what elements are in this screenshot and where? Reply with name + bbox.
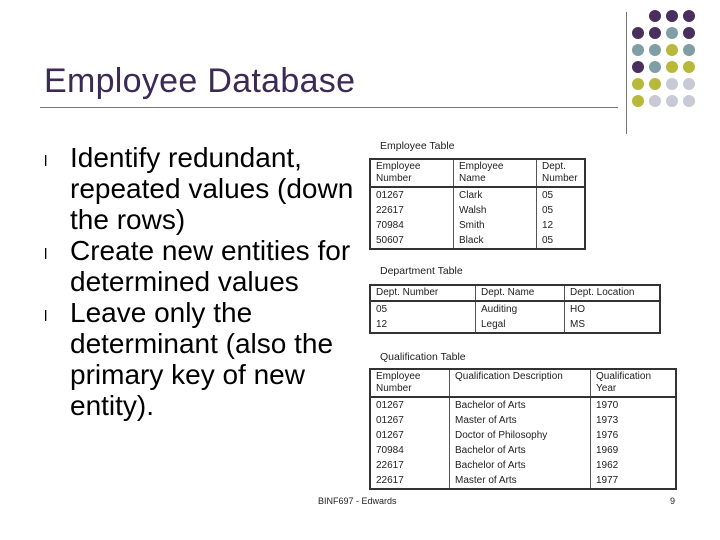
- department-table: [369, 284, 661, 334]
- bullet-text: Leave only the determinant (also the primary key of new entity).: [70, 297, 334, 421]
- employee-table: [369, 158, 586, 250]
- table-cell: 01267: [370, 428, 450, 443]
- column-header: Employee Number: [370, 369, 450, 397]
- bullet-text: Identify redundant, repeated values (down the rows): [70, 142, 354, 235]
- table-cell: Smith: [454, 218, 537, 233]
- table-cell: 05: [537, 187, 586, 203]
- table-row: [370, 413, 676, 428]
- table-row: [370, 458, 676, 473]
- decor-dot: [683, 10, 695, 22]
- decor-dot: [666, 44, 678, 56]
- table-cell: 05: [537, 233, 586, 249]
- decor-dot: [649, 44, 661, 56]
- table-cell: 50607: [370, 233, 454, 249]
- bullet-marker: l: [44, 308, 48, 325]
- footer-text: BINF697 - Edwards: [318, 496, 397, 506]
- decor-dot: [632, 61, 644, 73]
- bullet-item: [44, 142, 364, 235]
- table-cell: Legal: [476, 317, 565, 333]
- table-cell: 22617: [370, 458, 450, 473]
- decor-dot: [632, 95, 644, 107]
- employee-table-caption: Employee Table: [380, 140, 455, 152]
- column-header: Dept. Number: [537, 159, 586, 187]
- table-cell: 1969: [591, 443, 677, 458]
- decor-dot: [666, 10, 678, 22]
- decor-dot: [632, 44, 644, 56]
- table-cell: 70984: [370, 218, 454, 233]
- decor-dot: [666, 27, 678, 39]
- table-cell: HO: [565, 301, 661, 317]
- decor-dot: [649, 61, 661, 73]
- slide-title: Employee Database: [44, 62, 356, 100]
- table-row: [370, 187, 585, 203]
- table-cell: Black: [454, 233, 537, 249]
- table-row: [370, 473, 676, 489]
- table-cell: Walsh: [454, 203, 537, 218]
- bullet-list: [44, 142, 364, 421]
- table-cell: 05: [370, 301, 476, 317]
- table-cell: Bachelor of Arts: [450, 443, 591, 458]
- table-cell: Clark: [454, 187, 537, 203]
- table-cell: 1973: [591, 413, 677, 428]
- decor-dot: [683, 27, 695, 39]
- table-cell: 70984: [370, 443, 450, 458]
- bullet-item: [44, 297, 364, 421]
- table-cell: Master of Arts: [450, 413, 591, 428]
- table-row: [370, 317, 660, 333]
- decor-dot: [666, 78, 678, 90]
- decor-dot: [683, 44, 695, 56]
- column-header: Dept. Number: [370, 285, 476, 301]
- table-row: [370, 233, 585, 249]
- decor-dot: [632, 27, 644, 39]
- table-cell: Bachelor of Arts: [450, 397, 591, 413]
- column-header: Qualification Year: [591, 369, 677, 397]
- table-row: [370, 428, 676, 443]
- decor-dot: [683, 78, 695, 90]
- table-cell: 12: [537, 218, 586, 233]
- column-header: Dept. Name: [476, 285, 565, 301]
- table-row: [370, 218, 585, 233]
- table-cell: 1977: [591, 473, 677, 489]
- table-cell: Master of Arts: [450, 473, 591, 489]
- table-cell: 01267: [370, 397, 450, 413]
- bullet-marker: l: [44, 246, 48, 263]
- department-table-caption: Department Table: [380, 265, 463, 277]
- decor-dot: [666, 95, 678, 107]
- table-cell: 05: [537, 203, 586, 218]
- table-cell: 1970: [591, 397, 677, 413]
- table-cell: 01267: [370, 187, 454, 203]
- table-cell: 01267: [370, 413, 450, 428]
- table-cell: 22617: [370, 473, 450, 489]
- page-number: 9: [670, 496, 676, 506]
- table-cell: Bachelor of Arts: [450, 458, 591, 473]
- decor-dot: [649, 95, 661, 107]
- qualification-table: [369, 368, 677, 490]
- decor-dot-grid: [632, 10, 720, 120]
- table-cell: 12: [370, 317, 476, 333]
- decor-dot: [666, 61, 678, 73]
- table-cell: 1962: [591, 458, 677, 473]
- table-row: [370, 443, 676, 458]
- decor-dot: [649, 78, 661, 90]
- qualification-table-caption: Qualification Table: [380, 351, 466, 363]
- decor-dot: [649, 10, 661, 22]
- table-cell: 22617: [370, 203, 454, 218]
- decor-dot: [632, 78, 644, 90]
- table-cell: MS: [565, 317, 661, 333]
- title-divider: [40, 107, 618, 108]
- table-cell: 1976: [591, 428, 677, 443]
- table-row: [370, 301, 660, 317]
- decor-vertical-line: [626, 12, 627, 134]
- table-row: [370, 203, 585, 218]
- column-header: Qualification Description: [450, 369, 591, 397]
- column-header: Dept. Location: [565, 285, 661, 301]
- column-header: Employee Name: [454, 159, 537, 187]
- decor-dot: [683, 61, 695, 73]
- table-row: [370, 397, 676, 413]
- decor-dot: [683, 95, 695, 107]
- table-cell: Doctor of Philosophy: [450, 428, 591, 443]
- table-cell: Auditing: [476, 301, 565, 317]
- bullet-item: [44, 235, 364, 297]
- bullet-marker: l: [44, 153, 48, 170]
- bullet-text: Create new entities for determined values: [70, 235, 351, 297]
- column-header: Employee Number: [370, 159, 454, 187]
- decor-dot: [649, 27, 661, 39]
